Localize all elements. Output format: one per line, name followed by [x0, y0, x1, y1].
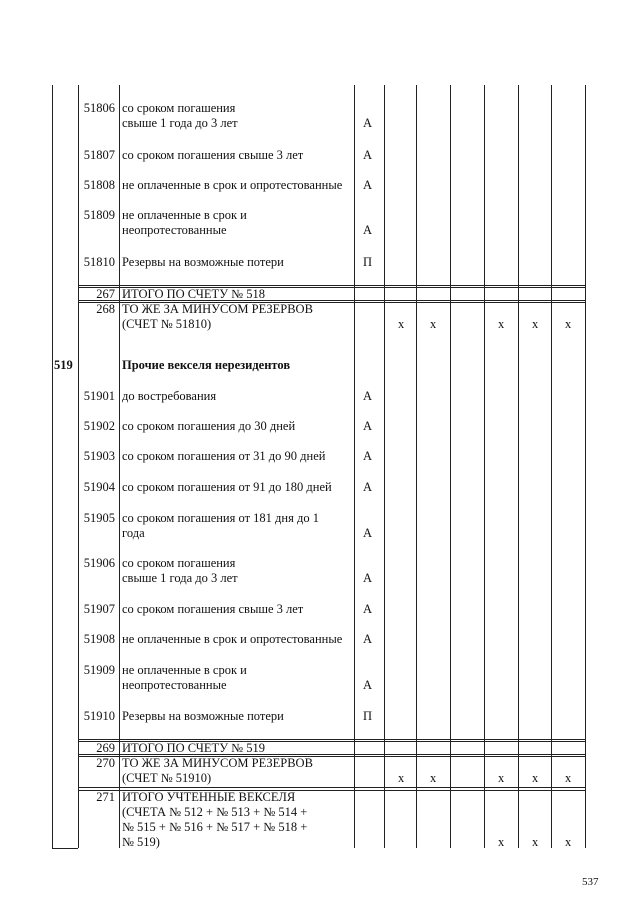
account-code: 51904	[83, 480, 115, 494]
account-code: 267	[96, 287, 115, 301]
column-border	[551, 85, 552, 848]
section-code: 519	[54, 358, 73, 372]
account-description: № 519)	[122, 835, 160, 849]
column-border	[354, 85, 355, 848]
account-code: 51905	[83, 511, 115, 525]
account-description: неопротестованные	[122, 678, 227, 692]
cross-mark: x	[430, 317, 437, 331]
account-code: 51908	[83, 632, 115, 646]
column-border	[384, 85, 385, 848]
account-description: со сроком погашения	[122, 101, 236, 115]
account-description: до востребования	[122, 389, 217, 403]
cross-mark: x	[430, 771, 437, 785]
row-border	[52, 848, 78, 849]
account-description: со сроком погашения от 31 до 90 дней	[122, 449, 326, 463]
account-description: не оплаченные в срок и	[122, 663, 247, 677]
account-code: 51807	[83, 148, 115, 162]
account-code: 51808	[83, 178, 115, 192]
account-description: со сроком погашения от 91 до 180 дней	[122, 480, 332, 494]
account-type: А	[363, 178, 373, 192]
account-code: 51806	[83, 101, 115, 115]
account-type: А	[363, 223, 373, 237]
account-code: 51903	[83, 449, 115, 463]
account-description: со сроком погашения свыше 3 лет	[122, 148, 304, 162]
account-description: со сроком погашения свыше 3 лет	[122, 602, 304, 616]
cross-mark: x	[532, 835, 539, 849]
cross-mark: x	[398, 317, 405, 331]
account-type: А	[363, 148, 373, 162]
account-description: (СЧЕТ № 51910)	[122, 771, 212, 785]
account-description: неопротестованные	[122, 223, 227, 237]
cross-mark: x	[565, 317, 572, 331]
column-border	[78, 85, 79, 848]
row-border	[78, 739, 585, 740]
row-border	[78, 285, 585, 286]
account-description: Резервы на возможные потери	[122, 255, 284, 269]
cross-mark: x	[532, 771, 539, 785]
account-type: А	[363, 480, 373, 494]
account-type: А	[363, 632, 373, 646]
account-code: 51810	[83, 255, 115, 269]
account-description: ИТОГО УЧТЕННЫЕ ВЕКСЕЛЯ	[122, 790, 296, 804]
account-description: не оплаченные в срок и опротестованные	[122, 632, 343, 646]
cross-mark: x	[498, 835, 505, 849]
column-border	[518, 85, 519, 848]
column-border	[585, 85, 586, 848]
account-description: свыше 1 года до 3 лет	[122, 116, 238, 130]
account-description: ИТОГО ПО СЧЕТУ № 519	[122, 741, 265, 755]
section-title: Прочие векселя нерезидентов	[122, 358, 291, 372]
account-description: не оплаченные в срок и опротестованные	[122, 178, 343, 192]
cross-mark: x	[398, 771, 405, 785]
account-description: не оплаченные в срок и	[122, 208, 247, 222]
account-code: 51910	[83, 709, 115, 723]
account-code: 51901	[83, 389, 115, 403]
account-code: 268	[96, 302, 115, 316]
account-type: А	[363, 116, 373, 130]
page-number: 537	[582, 876, 599, 888]
account-code: 51907	[83, 602, 115, 616]
account-code: 271	[96, 790, 115, 804]
cross-mark: x	[565, 771, 572, 785]
account-code: 270	[96, 756, 115, 770]
cross-mark: x	[498, 771, 505, 785]
account-code: 51906	[83, 556, 115, 570]
account-type: П	[363, 255, 373, 269]
account-code: 51902	[83, 419, 115, 433]
column-border	[450, 85, 451, 848]
account-description: Резервы на возможные потери	[122, 709, 284, 723]
account-description: свыше 1 года до 3 лет	[122, 571, 238, 585]
account-description: со сроком погашения от 181 дня до 1	[122, 511, 319, 525]
account-description: ТО ЖЕ ЗА МИНУСОМ РЕЗЕРВОВ	[122, 756, 313, 770]
cross-mark: x	[532, 317, 539, 331]
account-description: № 515 + № 516 + № 517 + № 518 +	[122, 820, 308, 834]
account-description: ТО ЖЕ ЗА МИНУСОМ РЕЗЕРВОВ	[122, 302, 313, 316]
account-type: П	[363, 709, 373, 723]
account-type: А	[363, 419, 373, 433]
column-border	[416, 85, 417, 848]
account-type: А	[363, 526, 373, 540]
column-border	[484, 85, 485, 848]
account-type: А	[363, 449, 373, 463]
account-description: (СЧЕТА № 512 + № 513 + № 514 +	[122, 805, 308, 819]
account-description: со сроком погашения	[122, 556, 236, 570]
account-type: А	[363, 602, 373, 616]
cross-mark: x	[498, 317, 505, 331]
account-description: со сроком погашения до 30 дней	[122, 419, 296, 433]
column-border	[119, 85, 120, 848]
account-type: А	[363, 571, 373, 585]
account-code: 51909	[83, 663, 115, 677]
account-type: А	[363, 389, 373, 403]
account-code: 51809	[83, 208, 115, 222]
account-type: А	[363, 678, 373, 692]
cross-mark: x	[565, 835, 572, 849]
account-code: 269	[96, 741, 115, 755]
account-description: (СЧЕТ № 51810)	[122, 317, 212, 331]
column-border	[52, 85, 53, 848]
account-description: года	[122, 526, 145, 540]
account-description: ИТОГО ПО СЧЕТУ № 518	[122, 287, 265, 301]
row-border	[78, 787, 585, 788]
